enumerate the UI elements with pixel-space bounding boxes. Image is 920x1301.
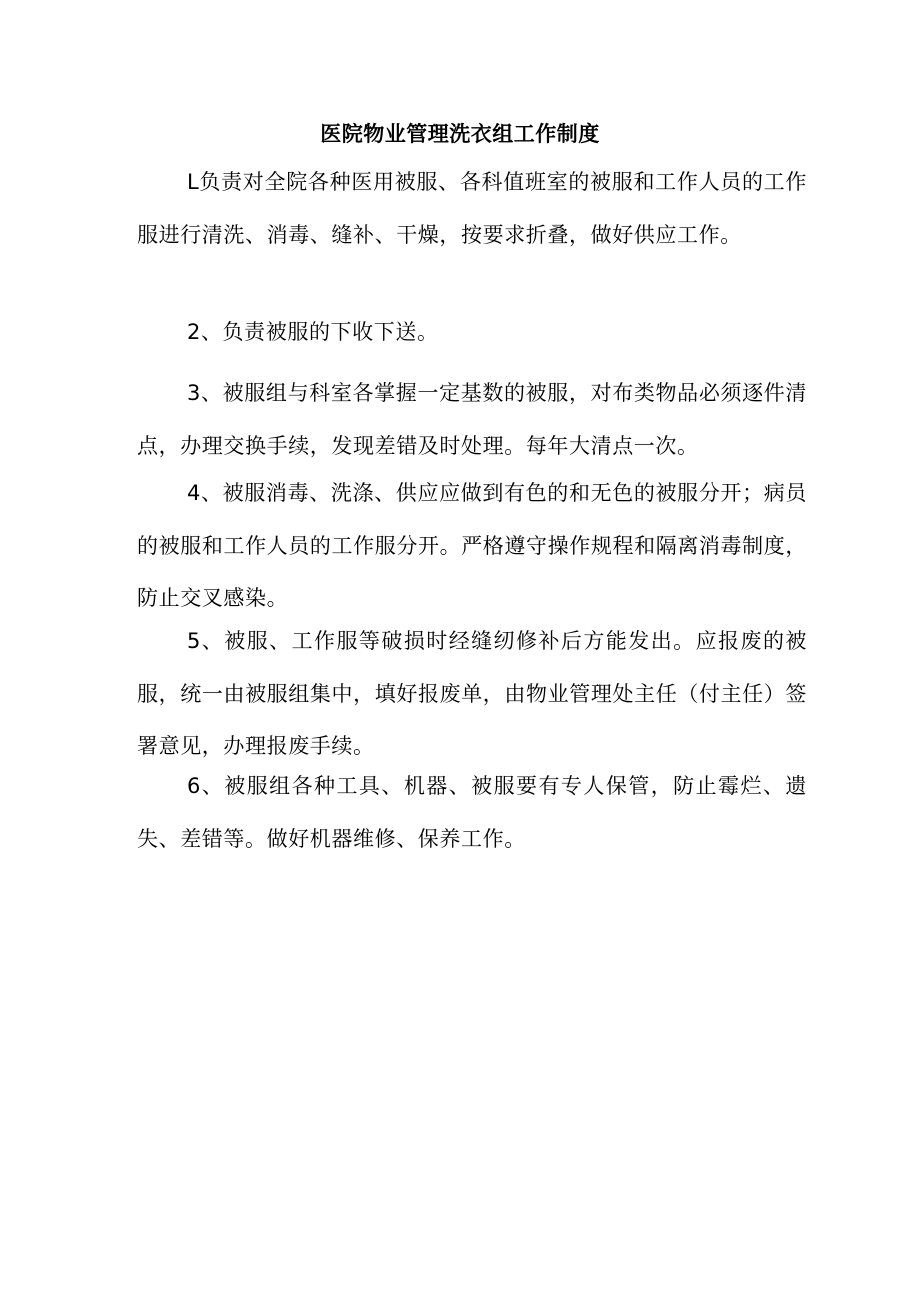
paragraph-2: 2、负责被服的下收下送。 xyxy=(187,320,439,344)
paragraph-6: 6、被服组各种工具、机器、被服要有专人保管，防止霉烂、遗失、差错等。做好机器维修、保养工作。 xyxy=(137,774,807,851)
document-title: 医院物业管理洗衣组工作制度 xyxy=(320,122,600,146)
paragraph-3: 3、被服组与科室各掌握一定基数的被服，对布类物品必须逐件清点，办理交换手续，发现差错及时处理。每年大清点一次。 xyxy=(137,381,807,458)
paragraph-5: 5、被服、工作服等破损时经缝纫修补后方能发出。应报废的被服，统一由被服组集中，填好报废单，由物业管理处主任（付主任）签署意见，办理报废手续。 xyxy=(137,629,807,758)
paragraph-1: L负责对全院各种医用被服、各科值班室的被服和工作人员的工作服进行清洗、消毒、缝补、干燥，按要求折叠，做好供应工作。 xyxy=(137,170,807,247)
paragraph-4: 4、被服消毒、洗涤、供应应做到有色的和无色的被服分开；病员的被服和工作人员的工作服分开。严格遵守操作规程和隔离消毒制度，防止交叉感染。 xyxy=(137,481,807,610)
